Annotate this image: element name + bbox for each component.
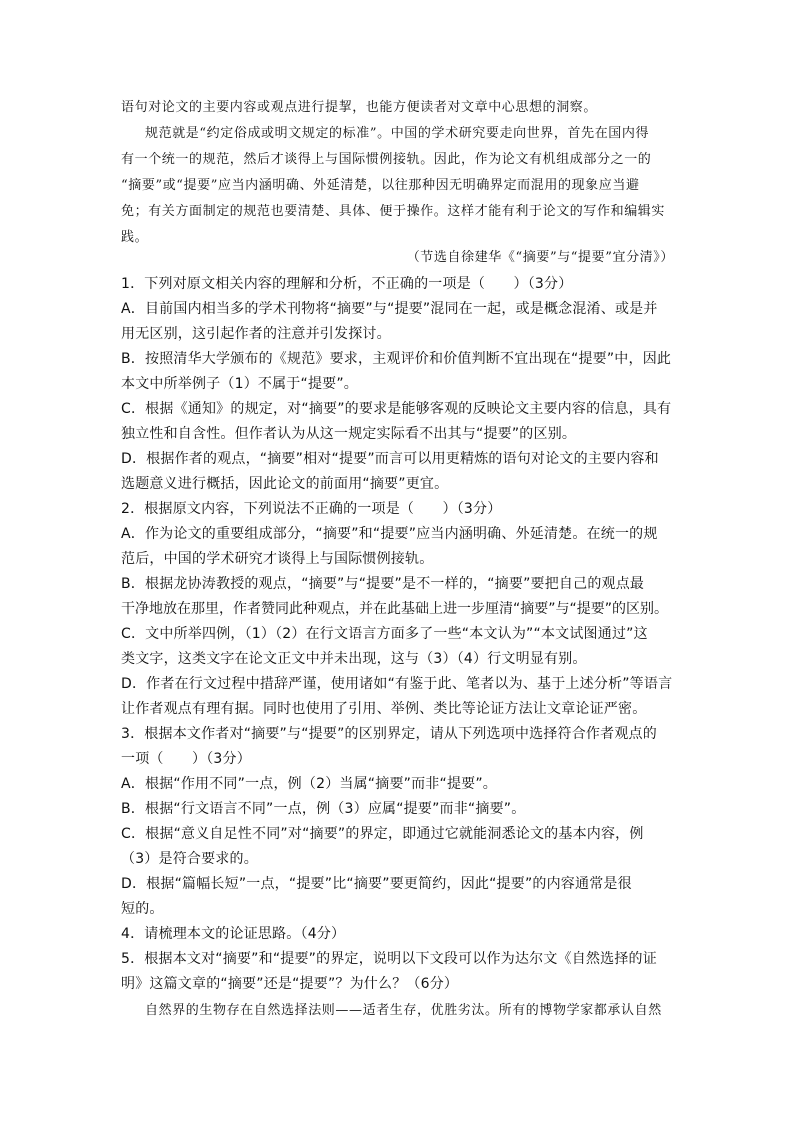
option-line: 让作者观点有理有据。同时也使用了引用、举例、类比等论证方法让文章论证严密。 <box>121 701 647 717</box>
option-line: D．根据作者的观点，“摘要”相对“提要”而言可以用更精炼的语句对论文的主要内容和 <box>121 451 659 467</box>
option-line: A．根据“作用不同”一点，例（2）当属“摘要”而非“提要”。 <box>121 776 498 792</box>
passage-line: “摘要”或“提要”应当内涵明确、外延清楚，以往那种因无明确界定而混用的现象应当避 <box>121 178 640 193</box>
option-line: A．目前国内相当多的学术刊物将“摘要”与“提要”混同在一起，或是概念混淆、或是并 <box>121 301 658 317</box>
question-3-stem: 3．根据本文作者对“摘要”与“提要”的区别界定，请从下列选项中选择符合作者观点的 <box>121 726 657 742</box>
option-line: D．根据“篇幅长短”一点，“提要”比“摘要”要更简约，因此“提要”的内容通常是很 <box>121 876 632 892</box>
passage-line: 践。 <box>121 230 149 245</box>
passage-line: 规范就是“约定俗成或明文规定的标准”。中国的学术研究要走向世界，首先在国内得 <box>145 126 650 141</box>
question-2-stem: 2．根据原文内容，下列说法不正确的一项是（ ）（3分） <box>121 501 502 517</box>
passage-line: 免；有关方面制定的规范也要清楚、具体、便于操作。这样才能有利于论文的写作和编辑实 <box>121 204 666 219</box>
option-line: C．根据“意义自足性不同”对“摘要”的界定，即通过它就能洞悉论文的基本内容，例 <box>121 826 644 842</box>
option-line: 短的。 <box>121 901 164 917</box>
question-1-stem: 1．下列对原文相关内容的理解和分析，不正确的一项是（ ）（3分） <box>121 276 573 292</box>
option-line: 本文中所举例子（1）不属于“提要”。 <box>121 376 359 392</box>
question-3-stem: 一项（ ）（3分） <box>121 751 251 767</box>
option-line: B．按照清华大学颁布的《规范》要求，主观评价和价值判断不宜出现在“提要”中，因此 <box>121 351 672 367</box>
option-line: 独立性和自含性。但作者认为从这一规定实际看不出其与“提要”的区别。 <box>121 426 577 442</box>
option-line: B．根据龙协涛教授的观点，“摘要”与“提要”是不一样的，“摘要”要把自己的观点最 <box>121 576 645 592</box>
option-line: B．根据“行文语言不同”一点，例（3）应属“提要”而非“摘要”。 <box>121 801 526 817</box>
option-line: A．作为论文的重要组成部分，“摘要”和“提要”应当内涵明确、外延清楚。在统一的规 <box>121 526 658 542</box>
question-4-stem: 4．请梳理本文的论证思路。（4分） <box>121 926 346 942</box>
excerpt-line: 自然界的生物存在自然选择法则——适者生存，优胜劣汰。所有的博物学家都承认自然 <box>145 1003 662 1018</box>
question-5-stem: 明》这篇文章的“摘要”还是“提要”？为什么？（6分） <box>121 976 459 992</box>
question-5-stem: 5．根据本文对“摘要”和“提要”的界定，说明以下文段可以作为达尔文《自然选择的证 <box>121 951 657 967</box>
option-line: C．文中所举四例，（1）（2）在行文语言方面多了一些“本文认为”“本文试图通过”这 <box>121 626 648 642</box>
option-line: （3）是符合要求的。 <box>121 851 258 867</box>
option-line: 类文字，这类文字在论文正文中并未出现，这与（3）（4）行文明显有别。 <box>121 651 587 667</box>
passage-line: 语句对论文的主要内容或观点进行提挈，也能方便读者对文章中心思想的洞察。 <box>121 100 598 115</box>
passage-line: 有一个统一的规范，然后才谈得上与国际惯例接轨。因此，作为论文有机组成部分之一的 <box>121 152 652 167</box>
source-citation: （节选自徐建华《“摘要”与“提要”宜分清》） <box>406 250 674 265</box>
option-line: 范后，中国的学术研究才谈得上与国际惯例接轨。 <box>121 551 434 567</box>
option-line: 选题意义进行概括，因此论文的前面用“摘要”更宜。 <box>121 476 449 492</box>
option-line: 用无区别，这引起作者的注意并引发探讨。 <box>121 326 391 342</box>
option-line: D．作者在行文过程中措辞严谨，使用诸如“有鉴于此、笔者以为、基于上述分析”等语言 <box>121 676 673 692</box>
option-line: C．根据《通知》的规定，对“摘要”的要求是能够客观的反映论文主要内容的信息，具有 <box>121 401 672 417</box>
option-line: 干净地放在那里，作者赞同此种观点，并在此基础上进一步厘清“摘要”与“提要”的区别。 <box>121 601 669 617</box>
